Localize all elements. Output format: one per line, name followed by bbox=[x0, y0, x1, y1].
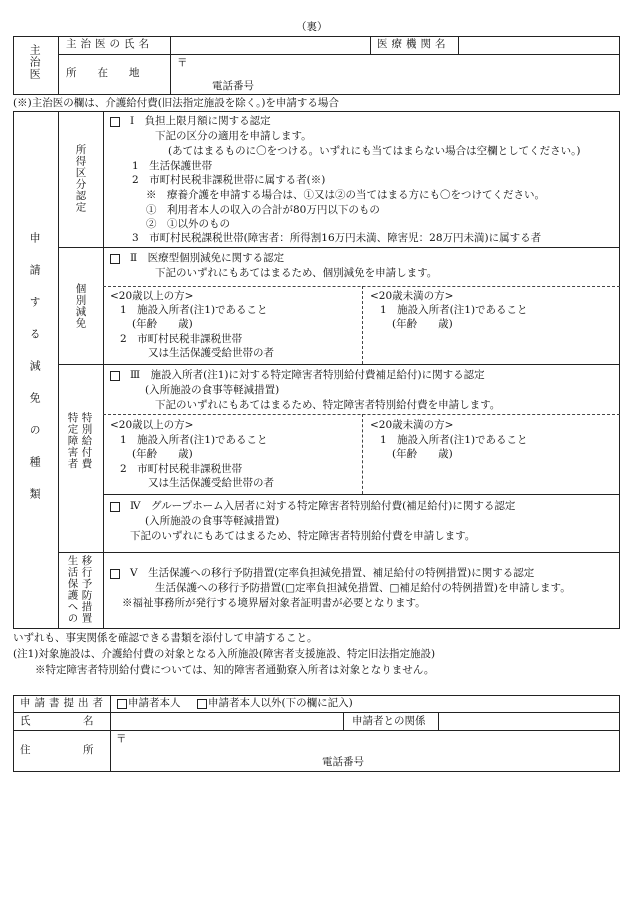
special-label-a: 特別給付費 bbox=[80, 412, 93, 470]
doctor-address-field[interactable] bbox=[200, 57, 600, 77]
relation-field[interactable] bbox=[444, 714, 614, 728]
individual-line: 下記のいずれにもあてはまるため、個別減免を申請します。 bbox=[155, 267, 438, 279]
welfare-label-a: 移行予防措置 bbox=[80, 555, 93, 624]
relation-label: 申請者との関係 bbox=[352, 715, 426, 727]
submitter-postal-mark: 〒 bbox=[116, 733, 127, 745]
checkbox-special-iii[interactable] bbox=[110, 371, 120, 381]
note-attach: いずれも、事実関係を確認できる書類を添付して申請すること。 bbox=[13, 632, 318, 644]
back-side-label: （裏） bbox=[296, 21, 328, 33]
income-note: ※ 療養介護を申請する場合は、①又は②の当てはまる方にも〇をつけてください。 bbox=[146, 189, 545, 201]
welfare-note: ※福祉事務所が発行する境界層対象者証明書が必要となります。 bbox=[122, 597, 426, 609]
institution-field[interactable] bbox=[464, 38, 614, 52]
welfare-label-b: 生活保護への bbox=[66, 555, 79, 624]
option-other-label: 申請者本人以外(下の欄に記入) bbox=[208, 697, 353, 709]
individual-under20-age[interactable]: (年齢 歳) bbox=[392, 318, 453, 330]
income-sub-option-2[interactable]: ② ①以外のもの bbox=[146, 218, 230, 230]
income-line: (あてはまるものに〇をつける。いずれにも当てはまらない場合は空欄としてください。) bbox=[168, 145, 581, 157]
checkbox-welfare[interactable] bbox=[110, 569, 120, 579]
individual-under20-item: 1 施設入所者(注1)であること bbox=[380, 304, 528, 316]
special-iv-title: Ⅳ グループホーム入居者に対する特定障害者特別給付費(補足給付)に関する認定 bbox=[130, 500, 516, 512]
income-option-1[interactable]: 1 生活保護世帯 bbox=[132, 160, 213, 172]
special-iii-line: (入所施設の食事等軽減措置) bbox=[145, 384, 280, 396]
individual-over20-item: 又は生活保護受給世帯の者 bbox=[148, 347, 274, 359]
special-over20-item: 1 施設入所者(注1)であること bbox=[120, 434, 268, 446]
institution-label: 医療機関名 bbox=[377, 38, 450, 50]
submitter-title: 申請書提出者 bbox=[20, 697, 107, 709]
submitter-phone-label: 電話番号 bbox=[322, 756, 364, 768]
individual-over20-age[interactable]: (年齢 歳) bbox=[132, 318, 193, 330]
note-special: ※特定障害者特別給付費については、知的障害者通勤寮入所者は対象となりません。 bbox=[35, 664, 435, 676]
special-over20-title: <20歳以上の方> bbox=[110, 419, 194, 431]
note-1: (注1)対象施設は、介護給付費の対象となる入所施設(障害者支援施設、特定旧法指定施設) bbox=[13, 648, 436, 660]
doctor-note: (※)主治医の欄は、介護給付費(旧法指定施設を除く。)を申請する場合 bbox=[13, 97, 339, 109]
doctor-phone-label: 電話番号 bbox=[212, 80, 254, 92]
special-over20-age[interactable]: (年齢 歳) bbox=[132, 448, 193, 460]
doctor-name-label: 主治医の氏名 bbox=[66, 38, 153, 50]
income-label: 所得区分認定 bbox=[74, 144, 87, 213]
income-option-3[interactable]: 3 市町村民税課税世帯(障害者：所得割16万円未満、障害児：28万円未満)に属する者 bbox=[132, 232, 542, 244]
special-iii-title: Ⅲ 施設入所者(注1)に対する特定障害者特別給付費補足給付)に関する認定 bbox=[130, 369, 485, 381]
special-over20-item: 2 市町村民税非課税世帯 bbox=[120, 463, 243, 475]
special-under20-title: <20歳未満の方> bbox=[370, 419, 454, 431]
income-option-2[interactable]: 2 市町村民税非課税世帯に属する者(※) bbox=[132, 174, 326, 186]
special-iii-line: 下記のいずれにもあてはまるため、特定障害者特別給付費を申請します。 bbox=[155, 399, 501, 411]
reduction-side-label: 申請する減免の種類 bbox=[28, 232, 42, 520]
individual-under20-title: <20歳未満の方> bbox=[370, 290, 454, 302]
special-over20-item: 又は生活保護受給世帯の者 bbox=[148, 477, 274, 489]
individual-title: Ⅱ 医療型個別減免に関する認定 bbox=[130, 252, 285, 264]
checkbox-other[interactable] bbox=[197, 699, 207, 709]
doctor-name-field[interactable] bbox=[176, 38, 366, 52]
welfare-title: Ⅴ 生活保護への移行予防措置(定率負担減免措置、補足給付の特例措置)に関する認定 bbox=[130, 567, 535, 579]
special-iv-line: (入所施設の食事等軽減措置) bbox=[145, 515, 280, 527]
individual-over20-item: 1 施設入所者(注1)であること bbox=[120, 304, 268, 316]
special-label-b: 特定障害者 bbox=[66, 412, 79, 470]
checkbox-self[interactable] bbox=[117, 699, 127, 709]
individual-over20-item: 2 市町村民税非課税世帯 bbox=[120, 333, 243, 345]
checkbox-income[interactable] bbox=[110, 117, 120, 127]
individual-over20-title: <20歳以上の方> bbox=[110, 290, 194, 302]
option-self-label: 申請者本人 bbox=[128, 697, 181, 709]
doctor-address-label: 所 在 地 bbox=[66, 67, 140, 79]
special-under20-item: 1 施設入所者(注1)であること bbox=[380, 434, 528, 446]
special-iv-line: 下記のいずれにもあてはまるため、特定障害者特別給付費を申請します。 bbox=[130, 530, 476, 542]
submitter-name-field[interactable] bbox=[116, 714, 338, 728]
submitter-address-label: 住 所 bbox=[20, 744, 94, 756]
submitter-name-label: 氏 名 bbox=[20, 715, 94, 727]
doctor-postal-mark: 〒 bbox=[177, 57, 188, 69]
doctor-side-label: 主治医 bbox=[28, 44, 42, 80]
welfare-line: 生活保護への移行予防措置(□定率負担減免措置、□補足給付の特例措置)を申請します。 bbox=[155, 582, 571, 594]
submitter-address-field[interactable] bbox=[140, 733, 610, 753]
income-line: 下記の区分の適用を申請します。 bbox=[155, 130, 312, 142]
checkbox-individual[interactable] bbox=[110, 254, 120, 264]
special-under20-age[interactable]: (年齢 歳) bbox=[392, 448, 453, 460]
individual-label: 個別減免 bbox=[74, 283, 87, 329]
income-title: Ⅰ 負担上限月額に関する認定 bbox=[130, 115, 271, 127]
checkbox-special-iv[interactable] bbox=[110, 502, 120, 512]
income-sub-option-1[interactable]: ① 利用者本人の収入の合計が80万円以下のもの bbox=[146, 204, 380, 216]
